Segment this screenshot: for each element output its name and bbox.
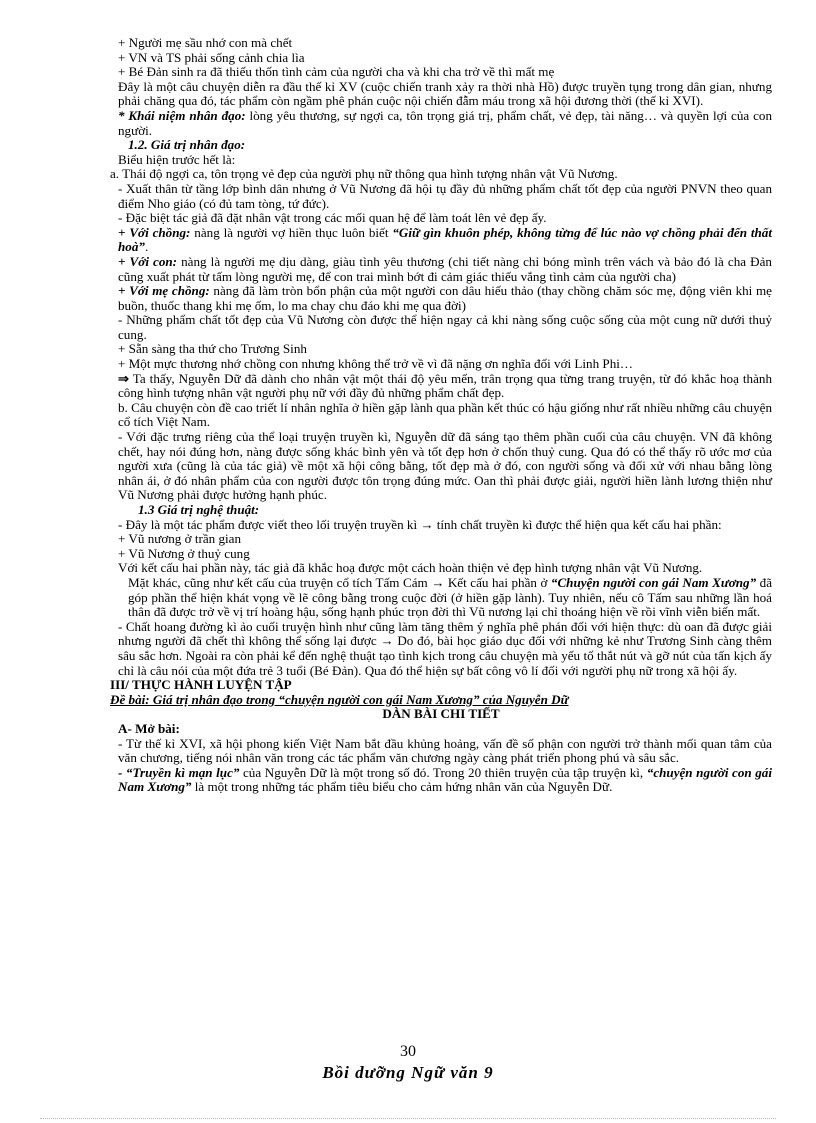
paragraph <box>110 226 772 255</box>
section-heading: 1.2. Giá trị nhân đạo: <box>128 137 246 153</box>
paragraph <box>110 766 772 795</box>
page-number: 30 <box>400 1043 416 1060</box>
quote: “Giữ gìn khuôn phép, không từng để lúc nào vợ chồng phải đến thất hoà” <box>118 224 772 255</box>
quote: “Chuyện người con gái Nam Xương” <box>550 574 757 590</box>
text-segment: - Chất hoang đường kì ảo cuối truyện hình như cũng làm tăng thêm ý nghĩa phê phán đối với hiện thực: dù oan đã được giải nhưng người đã chết thì không thể sống lại được <box>118 618 772 649</box>
text-line: - Đặc biệt tác giả đã đặt nhân vật trong các mối quan hệ để làm toát lên vẻ đẹp ấy. <box>118 210 547 226</box>
paragraph: - Từ thế kỉ XVI, xã hội phong kiến Việt Nam bắt đầu khủng hoảng, vấn đề số phận con người trở thành mối quan tâm của văn chương, tiếng nói nhân văn trong các tác phẩm văn chương ngày càng phát triển phong phú và sâu sắc. <box>118 735 772 766</box>
footer-title: Bồi dưỡng Ngữ văn 9 <box>322 1063 494 1082</box>
conclusion-text: Ta thấy, Nguyễn Dữ đã dành cho nhân vật một thái độ yêu mến, trân trọng qua từng trang truyện, từ đó khắc hoạ thành công hình tượng nhân vật người phụ nữ với đầy đủ những phẩm chất đẹp. <box>118 370 772 401</box>
text-segment: của Nguyễn Dữ là một trong số đó. Trong 20 thiên truyện của tập truyện kì, <box>239 764 647 780</box>
text-line: + VN và TS phải sống cảnh chia lìa <box>118 49 305 65</box>
relation-label: + Với mẹ chồng: <box>118 283 210 299</box>
section-heading: 1.3 Giá trị nghệ thuật: <box>138 502 260 517</box>
text-segment: tính chất truyền kì được thể hiện qua kết cấu hai phần: <box>433 516 722 532</box>
outline-title: DÀN BÀI CHI TIẾT <box>382 706 500 722</box>
paragraph: - Xuất thân từ tầng lớp bình dân nhưng ở Vũ Nương đã hội tụ đầy đủ những phẩm chất tốt đẹp của người PNVN theo quan điểm Nho giáo (có đủ tam tòng, tứ đức). <box>118 180 772 211</box>
paragraph <box>110 109 772 138</box>
section-heading: III/ THỰC HÀNH LUYỆN TẬP <box>110 677 292 693</box>
paragraph <box>110 372 772 401</box>
paragraph <box>110 620 772 678</box>
relation-text: nàng đã làm tròn bổn phận của một người con dâu hiếu thảo (thay chồng chăm sóc mẹ, động viên khi mẹ buồn, thuốc thang khi mẹ ốm, lo ma chay chu đáo khi mẹ qua đời) <box>118 283 772 313</box>
paragraph <box>110 518 772 533</box>
text-line: + Vũ nương ở trần gian <box>118 531 242 547</box>
subsection-heading: A- Mở bài: <box>118 720 180 736</box>
assignment-line <box>110 693 772 708</box>
arrow-right-icon: → <box>420 516 434 532</box>
text-segment: là một trong những tác phẩm tiêu biểu cho cảm hứng nhân văn của Nguyễn Dữ. <box>191 779 613 795</box>
page-bottom-divider <box>40 1118 776 1119</box>
text-line: + Người mẹ sầu nhớ con mà chết <box>118 35 293 50</box>
term-label: * Khái niệm nhân đạo: <box>118 107 246 123</box>
text-line: + Bé Đản sinh ra đã thiếu thốn tình cảm của người cha và khi cha trở về thì mất mẹ <box>118 64 555 80</box>
paragraph <box>110 284 772 313</box>
text-segment: Mặt khác, cũng như kết cấu của truyện cổ tích Tấm Cám <box>128 574 432 590</box>
relation-text: nàng là người mẹ dịu dàng, giàu tình yêu thương (chi tiết nàng chỉ bóng mình trên vách và bảo đó là cha Đản cũng xuất phát từ tấm lòng người mẹ, để con trai mình bớt đi cảm giác thiếu vắng tình cảm của người cha) <box>118 253 772 284</box>
text-line: + Vũ Nương ở thuỷ cung <box>118 545 250 561</box>
relation-label: + Với chồng: <box>118 224 191 240</box>
assignment-text: Giá trị nhân đạo trong “chuyện người con gái Nam Xương” của Nguyễn Dữ <box>149 691 569 707</box>
assignment-label: Đề bài: <box>110 691 150 707</box>
double-arrow-icon: ⇒ <box>118 370 129 386</box>
quote: “chuyện người con gái Nam Xương” <box>118 764 772 795</box>
arrow-right-icon: → <box>380 633 394 649</box>
paragraph: + Một mực thương nhớ chồng con nhưng không thể trở về vì đã nặng ơn nghĩa đối với Linh Phi… <box>118 356 633 372</box>
quote: - “Truyền kì mạn lục” <box>118 764 240 780</box>
text-line: + Sẵn sàng tha thứ cho Trương Sinh <box>118 341 307 357</box>
relation-label: + Với con: <box>118 253 178 269</box>
paragraph <box>110 255 772 284</box>
arrow-right-icon: → <box>431 574 445 590</box>
text-segment: - Đây là một tác phẩm được viết theo lối truyện truyền kì <box>118 516 421 532</box>
term-text: lòng yêu thương, sự ngợi ca, tôn trọng giá trị, phẩm chất, vẻ đẹp, tài năng… và quyền lợi của con người. <box>118 107 772 138</box>
text-segment: Do đó, bài học giáo dục đối với những kẻ như Trương Sinh càng thêm sâu sắc hơn. Ngoài ra còn phải kể đến nghệ thuật tạo tình kịch trong câu chuyện mà yếu tố thắt nút và gỡ nút của tấn kịch ấy chỉ là câu nói của một đứa trẻ 3 tuổi (Bé Đản). Qua đó thể hiện sự bất công vô lí đối với người phụ nữ trong xã hội ấy. <box>118 633 772 678</box>
text-segment: Kết cấu hai phần ở <box>444 574 551 590</box>
paragraph: b. Câu chuyện còn đề cao triết lí nhân nghĩa ở hiền gặp lành qua phần kết thúc có hậu giống như rất nhiều những câu chuyện cổ tích Việt Nam. <box>118 399 772 430</box>
paragraph: Với kết cấu hai phần này, tác giả đã khắc hoạ được một cách hoàn thiện vẻ đẹp hình tượng nhân vật Vũ Nương. <box>118 560 703 576</box>
punctuation: . <box>144 239 149 255</box>
document-page <box>110 36 772 795</box>
paragraph <box>110 576 772 620</box>
text-line: Biểu hiện trước hết là: <box>118 151 236 167</box>
paragraph: Đây là một câu chuyện diễn ra đầu thế kỉ XV (cuộc chiến tranh xảy ra thời nhà Hồ) được truyền tụng trong dân gian, nhưng phải chăng qua đó, tác phẩm còn ngầm phê phán cuộc nội chiến đẫm máu trong xã hội đương thời (thế kỉ XVI). <box>118 78 772 109</box>
paragraph: - Những phẩm chất tốt đẹp của Vũ Nương còn được thể hiện ngay cả khi nàng sống cuộc sống của một cung nữ dưới thuỷ cung. <box>118 312 772 342</box>
text-segment: đã góp phần thể hiện khát vọng về lẽ công bằng trong cuộc đời (ở hiền gặp lành). Tuy nhiên, nếu cô Tấm sau những lần hoá thân đã được trở về vị trí hoàng hậu, sống hạnh phúc trọn đời thì Vũ nương lại chỉ thoáng hiện về rồi vĩnh viễn biến mất. <box>128 574 773 620</box>
relation-text: nàng là người vợ hiền thục luôn biết <box>190 224 393 240</box>
paragraph: - Với đặc trưng riêng của thể loại truyện truyền kì, Nguyễn dữ đã sáng tạo thêm phần cuối của câu chuyện. VN đã không chết, hay nói đúng hơn, nàng được sống khác bình yên và tốt đẹp hơn ở chốn thuỷ cung. Qua đó có thể thấy rõ ước mơ của người xưa (cũng là của tác giả) về một xã hội công bằng, tốt đẹp mà ở đó, con người sống và đối xử với nhau bằng lòng nhân ái, ở đó nhân phẩm của con người được tôn trọng đúng mức. Oan thì phải được giải, người hiền lành lương thiện như Vũ Nương phải được hưởng hạnh phúc. <box>118 429 772 503</box>
paragraph: a. Thái độ ngợi ca, tôn trọng vẻ đẹp của người phụ nữ thông qua hình tượng nhân vật Vũ Nương. <box>110 166 618 182</box>
